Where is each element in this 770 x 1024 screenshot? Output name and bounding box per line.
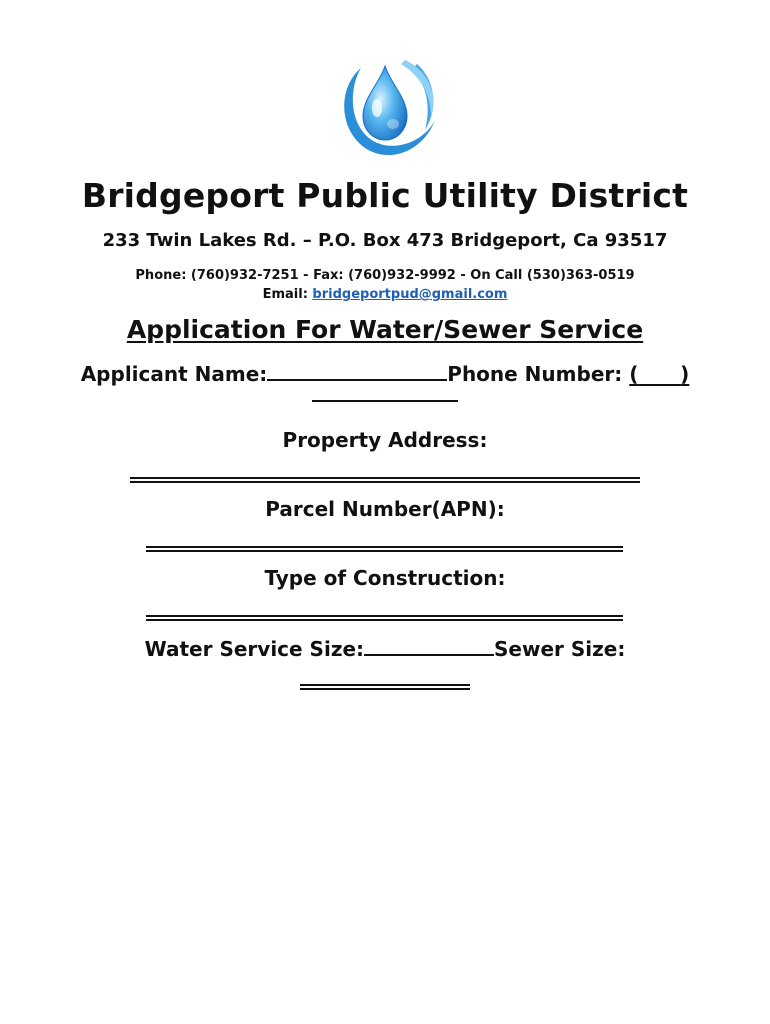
parcel-number-field[interactable] <box>146 546 623 552</box>
sewer-size-label: Sewer Size: <box>494 637 626 661</box>
phone-number-label: Phone Number: <box>447 362 623 386</box>
email-link[interactable]: bridgeportpud@gmail.com <box>312 287 508 302</box>
organization-address: 233 Twin Lakes Rd. – P.O. Box 473 Bridgeport, Ca 93517 <box>102 230 668 251</box>
phone-area-code-field[interactable]: ( ) <box>629 362 690 386</box>
sewer-size-field[interactable] <box>300 684 470 690</box>
organization-name: Bridgeport Public Utility District <box>81 176 689 215</box>
contact-phone-fax-line: Phone: (760)932-7251 - Fax: (760)932-9992 - On Call (530)363-0519 <box>135 268 635 283</box>
water-service-size-field[interactable] <box>364 634 494 656</box>
applicant-phone-row <box>0 359 770 386</box>
contact-email-line <box>0 285 770 304</box>
water-service-size-label: Water Service Size: <box>144 637 365 661</box>
parcel-number-label: Parcel Number(APN): <box>265 497 505 521</box>
applicant-name-label: Applicant Name: <box>80 362 268 386</box>
service-size-row <box>0 634 770 661</box>
property-address-field[interactable] <box>130 477 640 483</box>
applicant-name-field[interactable] <box>267 359 447 381</box>
construction-type-field[interactable] <box>146 615 623 621</box>
water-drop-icon <box>331 56 441 160</box>
application-title: Application For Water/Sewer Service <box>126 315 644 344</box>
property-address-label: Property Address: <box>282 428 488 452</box>
phone-number-field[interactable] <box>312 400 458 402</box>
email-label: Email: <box>262 287 308 302</box>
construction-type-label: Type of Construction: <box>264 566 506 590</box>
contact-block <box>0 266 770 304</box>
